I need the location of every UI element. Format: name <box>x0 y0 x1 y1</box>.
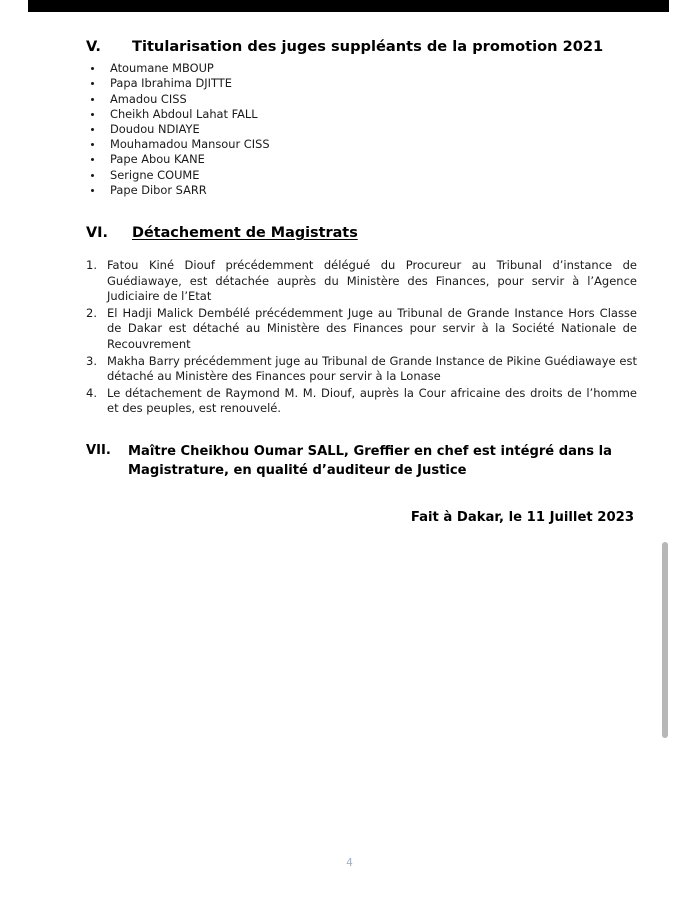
page-number: 4 <box>346 857 353 869</box>
vertical-scrollbar-thumb[interactable] <box>662 542 668 738</box>
list-item <box>86 183 634 198</box>
bullet-dot-icon <box>91 189 94 192</box>
list-item <box>86 152 634 167</box>
section-number-vi: VI. <box>86 225 108 242</box>
list-item <box>86 137 634 152</box>
list-item-text: El Hadji Malick Dembélé précédemment Juge au Tribunal de Grande Instance Hors Classe de Dakar est détaché au Ministère des Finances pour servir à la Société Nationale de Recouvrement <box>107 305 637 352</box>
list-item-label: Pape Dibor SARR <box>110 182 207 197</box>
list-item-label: Amadou CISS <box>110 91 187 106</box>
list-item-text: Fatou Kiné Diouf précédemment délégué du Procureur au Tribunal d’instance de Guédiawaye, est détachée auprès du Ministère des Finances, pour servir à l’Agence Judiciaire de l’Etat <box>107 258 637 304</box>
section-title-vi: Détachement de Magistrats <box>132 225 358 242</box>
bullet-dot-icon <box>91 98 94 101</box>
list-item-text: Makha Barry précédemment juge au Tribunal de Grande Instance de Pikine Guédiawaye est détaché au Ministère des Finances pour servir à la Lonase <box>107 353 637 384</box>
table-row <box>86 258 637 305</box>
list-item-label: Doudou NDIAYE <box>110 122 200 137</box>
list-item-number: 2. <box>86 305 97 320</box>
list-item-label: Cheikh Abdoul Lahat FALL <box>110 106 258 121</box>
bullet-dot-icon <box>91 82 94 85</box>
table-row <box>86 386 637 417</box>
section-number-vii: VII. <box>86 443 111 458</box>
section-heading-vii <box>86 443 634 481</box>
page-top-black-bar <box>28 0 669 12</box>
section-title-vii: Maître Cheikhou Oumar SALL, Greffier en chef est intégré dans la Magistrature, en qualité d’auditeur de Justice <box>128 444 612 478</box>
document-page <box>0 12 699 911</box>
section-title-v: Titularisation des juges suppléants de la promotion 2021 <box>132 38 604 55</box>
section-heading-vi <box>86 224 634 242</box>
list-item <box>86 92 634 107</box>
bullet-dot-icon <box>91 113 94 116</box>
bullet-dot-icon <box>91 174 94 177</box>
list-item-label: Atoumane MBOUP <box>110 61 214 76</box>
list-item-label: Mouhamadou Mansour CISS <box>110 137 270 152</box>
list-item-number: 3. <box>86 353 97 368</box>
list-item <box>86 122 634 137</box>
list-item <box>86 107 634 122</box>
list-item <box>86 76 634 91</box>
bullet-dot-icon <box>91 67 94 70</box>
table-row <box>86 354 637 385</box>
section-heading-v <box>86 38 634 56</box>
signoff-line: Fait à Dakar, le 11 Juillet 2023 <box>410 510 634 525</box>
list-item <box>86 61 634 76</box>
list-item <box>86 168 634 183</box>
list-item-label: Serigne COUME <box>110 167 200 182</box>
bullet-dot-icon <box>91 128 94 131</box>
table-row <box>86 306 637 353</box>
list-item-number: 4. <box>86 385 97 400</box>
vertical-scrollbar-track[interactable] <box>661 12 669 911</box>
section-number-v: V. <box>86 38 101 55</box>
list-item-label: Papa Ibrahima DJITTE <box>110 76 232 91</box>
judges-bullet-list <box>86 61 634 198</box>
list-item-label: Pape Abou KANE <box>110 152 205 167</box>
document-content <box>86 38 637 481</box>
bullet-dot-icon <box>91 143 94 146</box>
list-item-number: 1. <box>86 258 97 273</box>
bullet-dot-icon <box>91 158 94 161</box>
list-item-text: Le détachement de Raymond M. M. Diouf, auprès la Cour africaine des droits de l’homme et des peuples, est renouvelé. <box>107 385 637 416</box>
detachment-numbered-list <box>86 258 637 417</box>
